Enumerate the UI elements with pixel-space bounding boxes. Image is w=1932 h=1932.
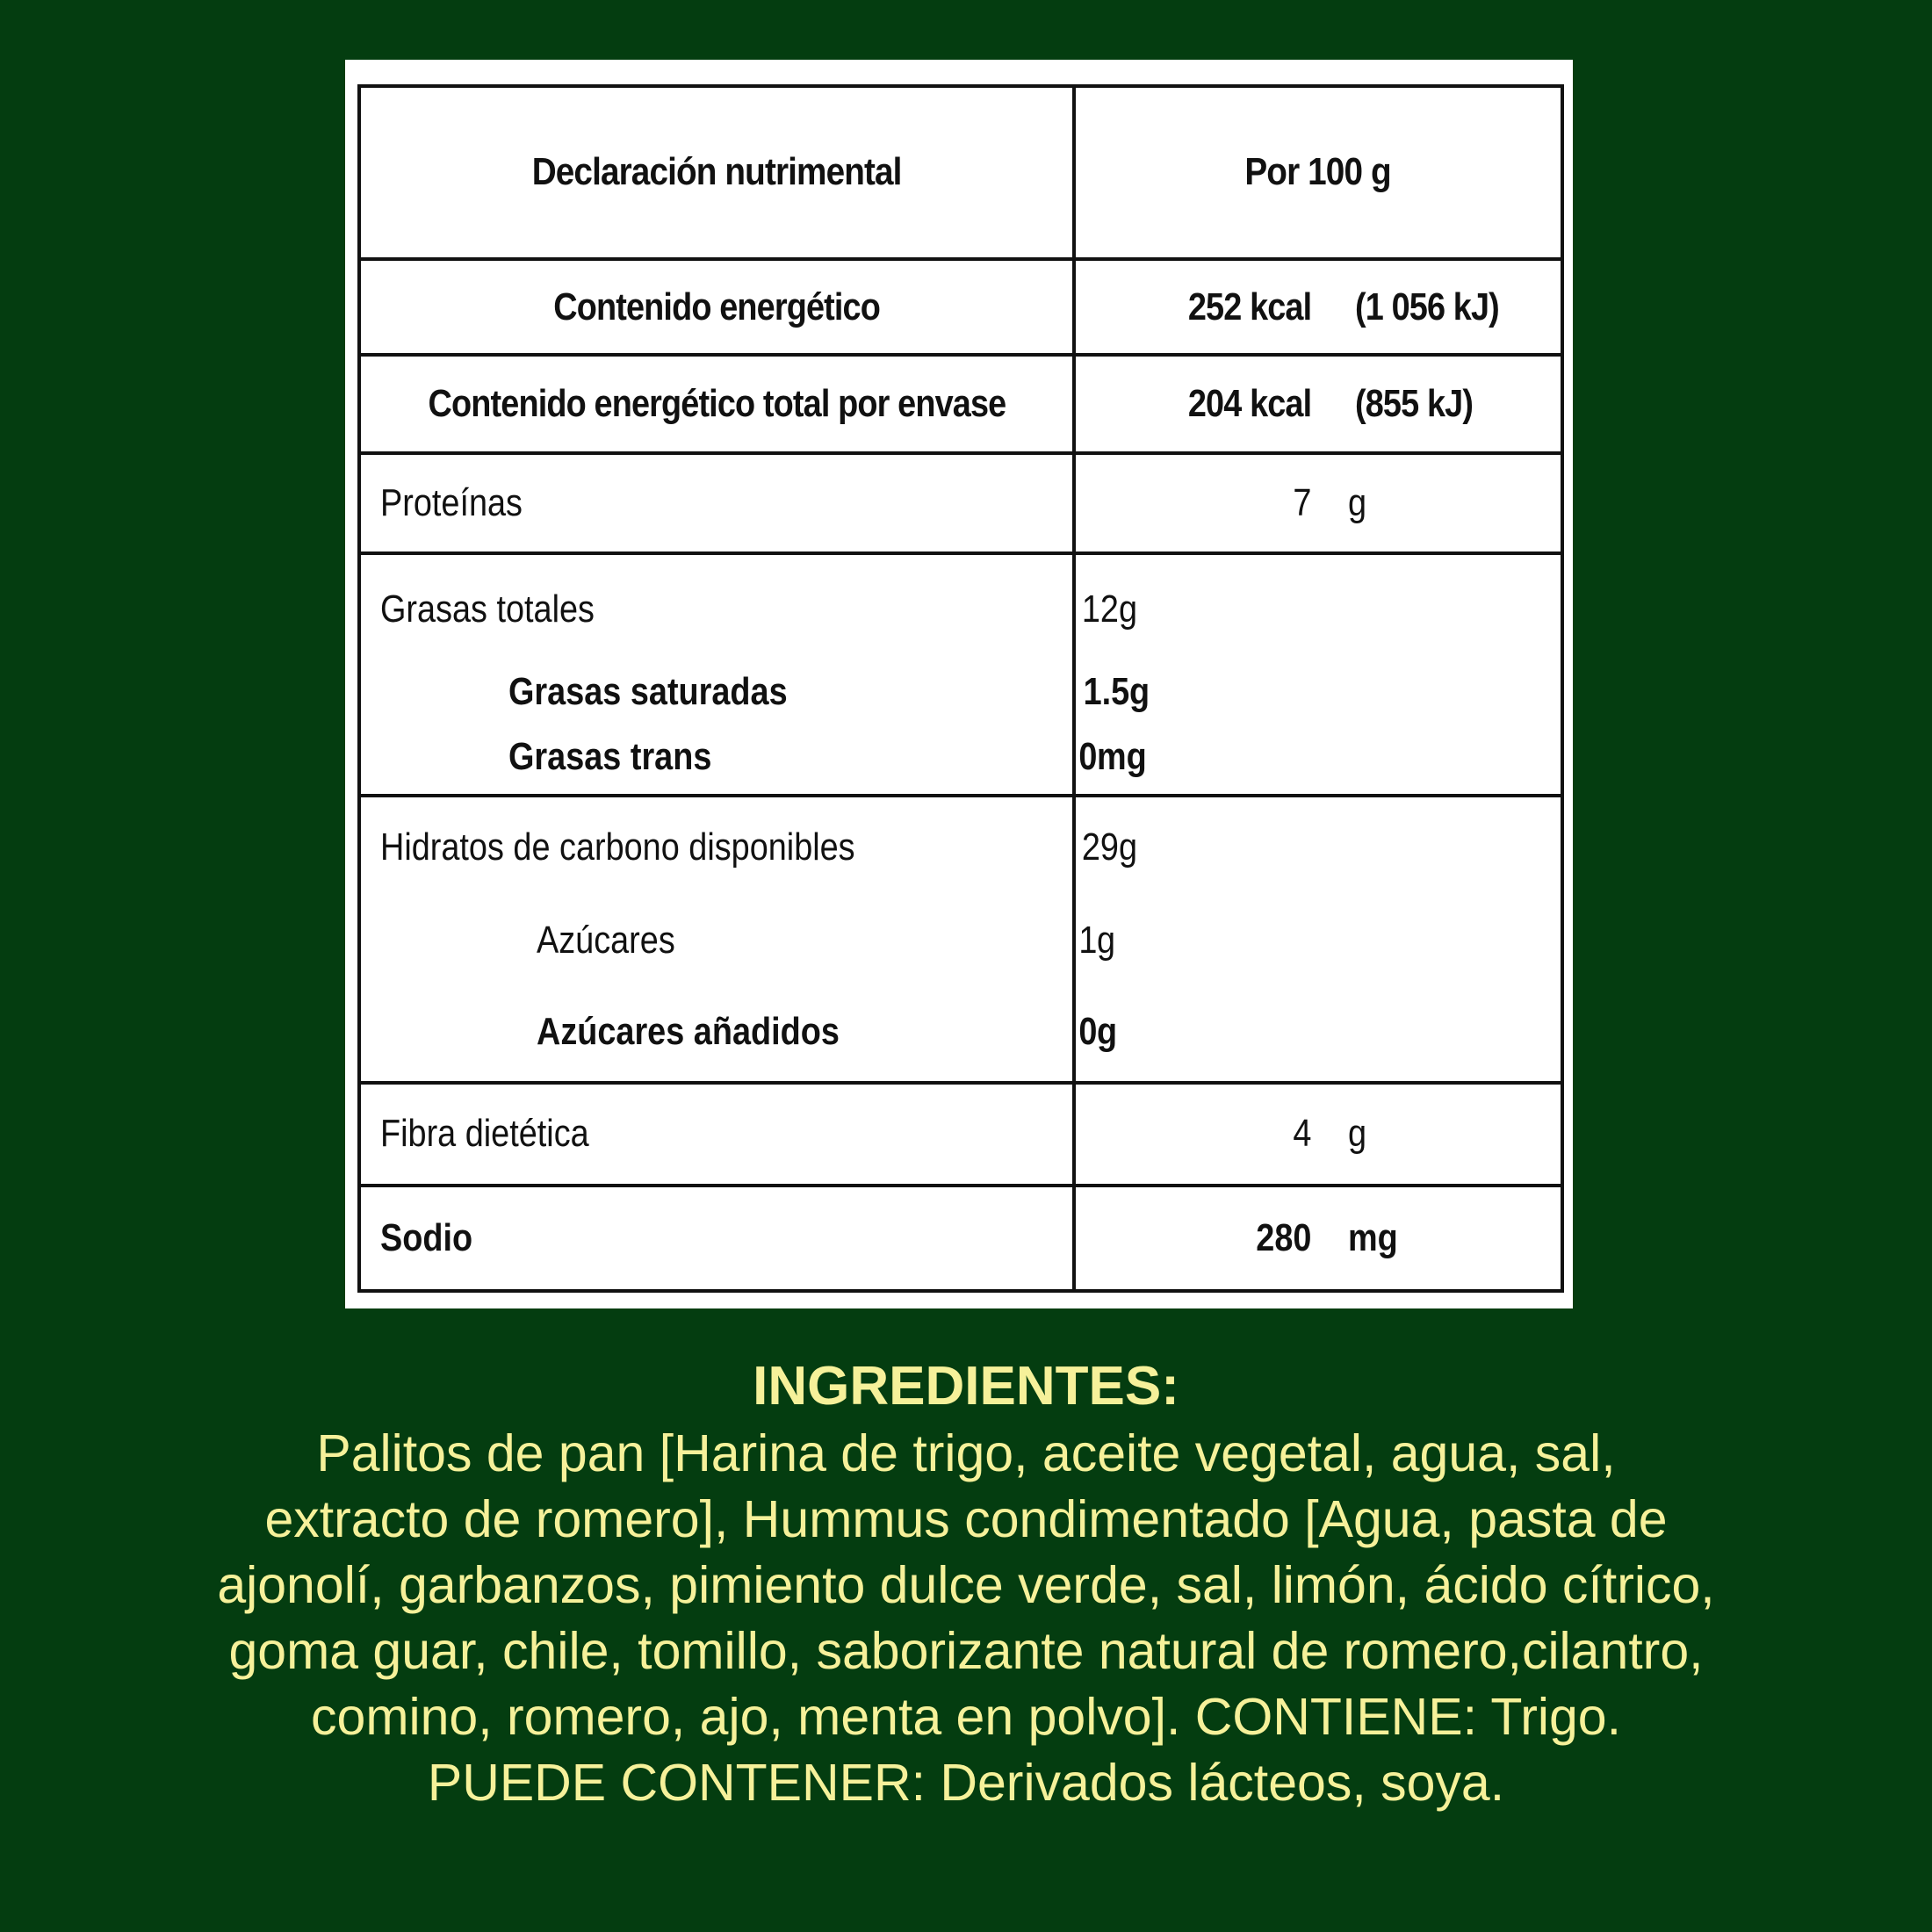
fats-row [359, 553, 1562, 796]
sodium-unit: mg [1348, 1216, 1398, 1260]
proteins-label: Proteínas [359, 453, 1074, 553]
ingredients-line-6: PUEDE CONTENER: Derivados lácteos, soya. [427, 1754, 1505, 1812]
fats-saturated-unit: g [1129, 669, 1150, 713]
sodium-row [359, 1186, 1562, 1291]
ingredients-line-5: comino, romero, ajo, menta en polvo]. CONTIENE: Trigo. [311, 1688, 1621, 1746]
carbs-label: Hidratos de carbono disponibles [380, 825, 855, 869]
sugars-added-label: Azúcares añadidos [537, 1010, 840, 1054]
proteins-row [359, 453, 1562, 553]
carbs-values [1074, 796, 1562, 1083]
fiber-unit: g [1348, 1112, 1367, 1156]
header-declaration: Declaración nutrimental [359, 86, 1074, 259]
carbs-row [359, 796, 1562, 1083]
ingredients-line-4: goma guar, chile, tomillo, saborizante natural de romero,cilantro, [228, 1622, 1704, 1680]
energy-value [1074, 259, 1562, 356]
fats-saturated-label: Grasas saturadas [508, 669, 788, 713]
fats-values [1074, 553, 1562, 796]
sodium-value [1074, 1186, 1562, 1291]
proteins-unit: g [1348, 480, 1367, 524]
header-per-100g: Por 100 g [1074, 86, 1562, 259]
sodium-label: Sodio [359, 1186, 1074, 1291]
ingredients-line-2: extracto de romero], Hummus condimentado [Agua, pasta de [264, 1490, 1668, 1548]
energy-row [359, 259, 1562, 356]
carbs-unit: g [1118, 825, 1138, 869]
fiber-amount: 4 [1292, 1112, 1311, 1156]
energy-total-kcal: 204 kcal [1187, 382, 1311, 426]
sugars-added-amount: 0 [1078, 1010, 1098, 1054]
sugars-amount: 1 [1078, 919, 1098, 962]
sugars-unit: g [1097, 919, 1116, 962]
fats-trans-label: Grasas trans [508, 734, 712, 778]
sugars-label: Azúcares [537, 919, 675, 962]
fiber-value [1074, 1083, 1562, 1186]
proteins-value [1074, 453, 1562, 553]
energy-total-label: Contenido energético total por envase [359, 355, 1074, 453]
sodium-amount: 280 [1255, 1216, 1311, 1260]
energy-total-value [1074, 355, 1562, 453]
fats-trans-amount: 0 [1078, 734, 1098, 778]
ingredients-section [0, 1352, 1932, 1816]
sugars-added-unit: g [1097, 1010, 1118, 1054]
ingredients-line-1: Palitos de pan [Harina de trigo, aceite vegetal, agua, sal, [316, 1424, 1616, 1482]
fats-saturated-amount: 1.5 [1083, 669, 1130, 713]
nutrition-facts-table [357, 84, 1564, 1293]
fiber-row [359, 1083, 1562, 1186]
carbs-amount: 29 [1081, 825, 1119, 869]
energy-total-kj: (855 kJ) [1355, 382, 1474, 426]
fats-total-label: Grasas totales [380, 587, 595, 631]
carbs-labels [359, 796, 1074, 1083]
fiber-label: Fibra dietética [359, 1083, 1074, 1186]
ingredients-line-3: ajonolí, garbanzos, pimiento dulce verde, sal, limón, ácido cítrico, [217, 1556, 1715, 1614]
table-header-row [359, 86, 1562, 259]
ingredients-title: INGREDIENTES: [753, 1356, 1179, 1417]
proteins-amount: 7 [1292, 480, 1311, 524]
nutrition-label-card [345, 60, 1573, 1308]
fats-trans-unit: mg [1097, 734, 1148, 778]
energy-total-row [359, 355, 1562, 453]
energy-label: Contenido energético [359, 259, 1074, 356]
fats-total-amount: 12 [1081, 587, 1119, 631]
fats-total-unit: g [1118, 587, 1138, 631]
energy-kj: (1 056 kJ) [1355, 285, 1499, 328]
fats-labels [359, 553, 1074, 796]
energy-kcal: 252 kcal [1187, 285, 1311, 328]
